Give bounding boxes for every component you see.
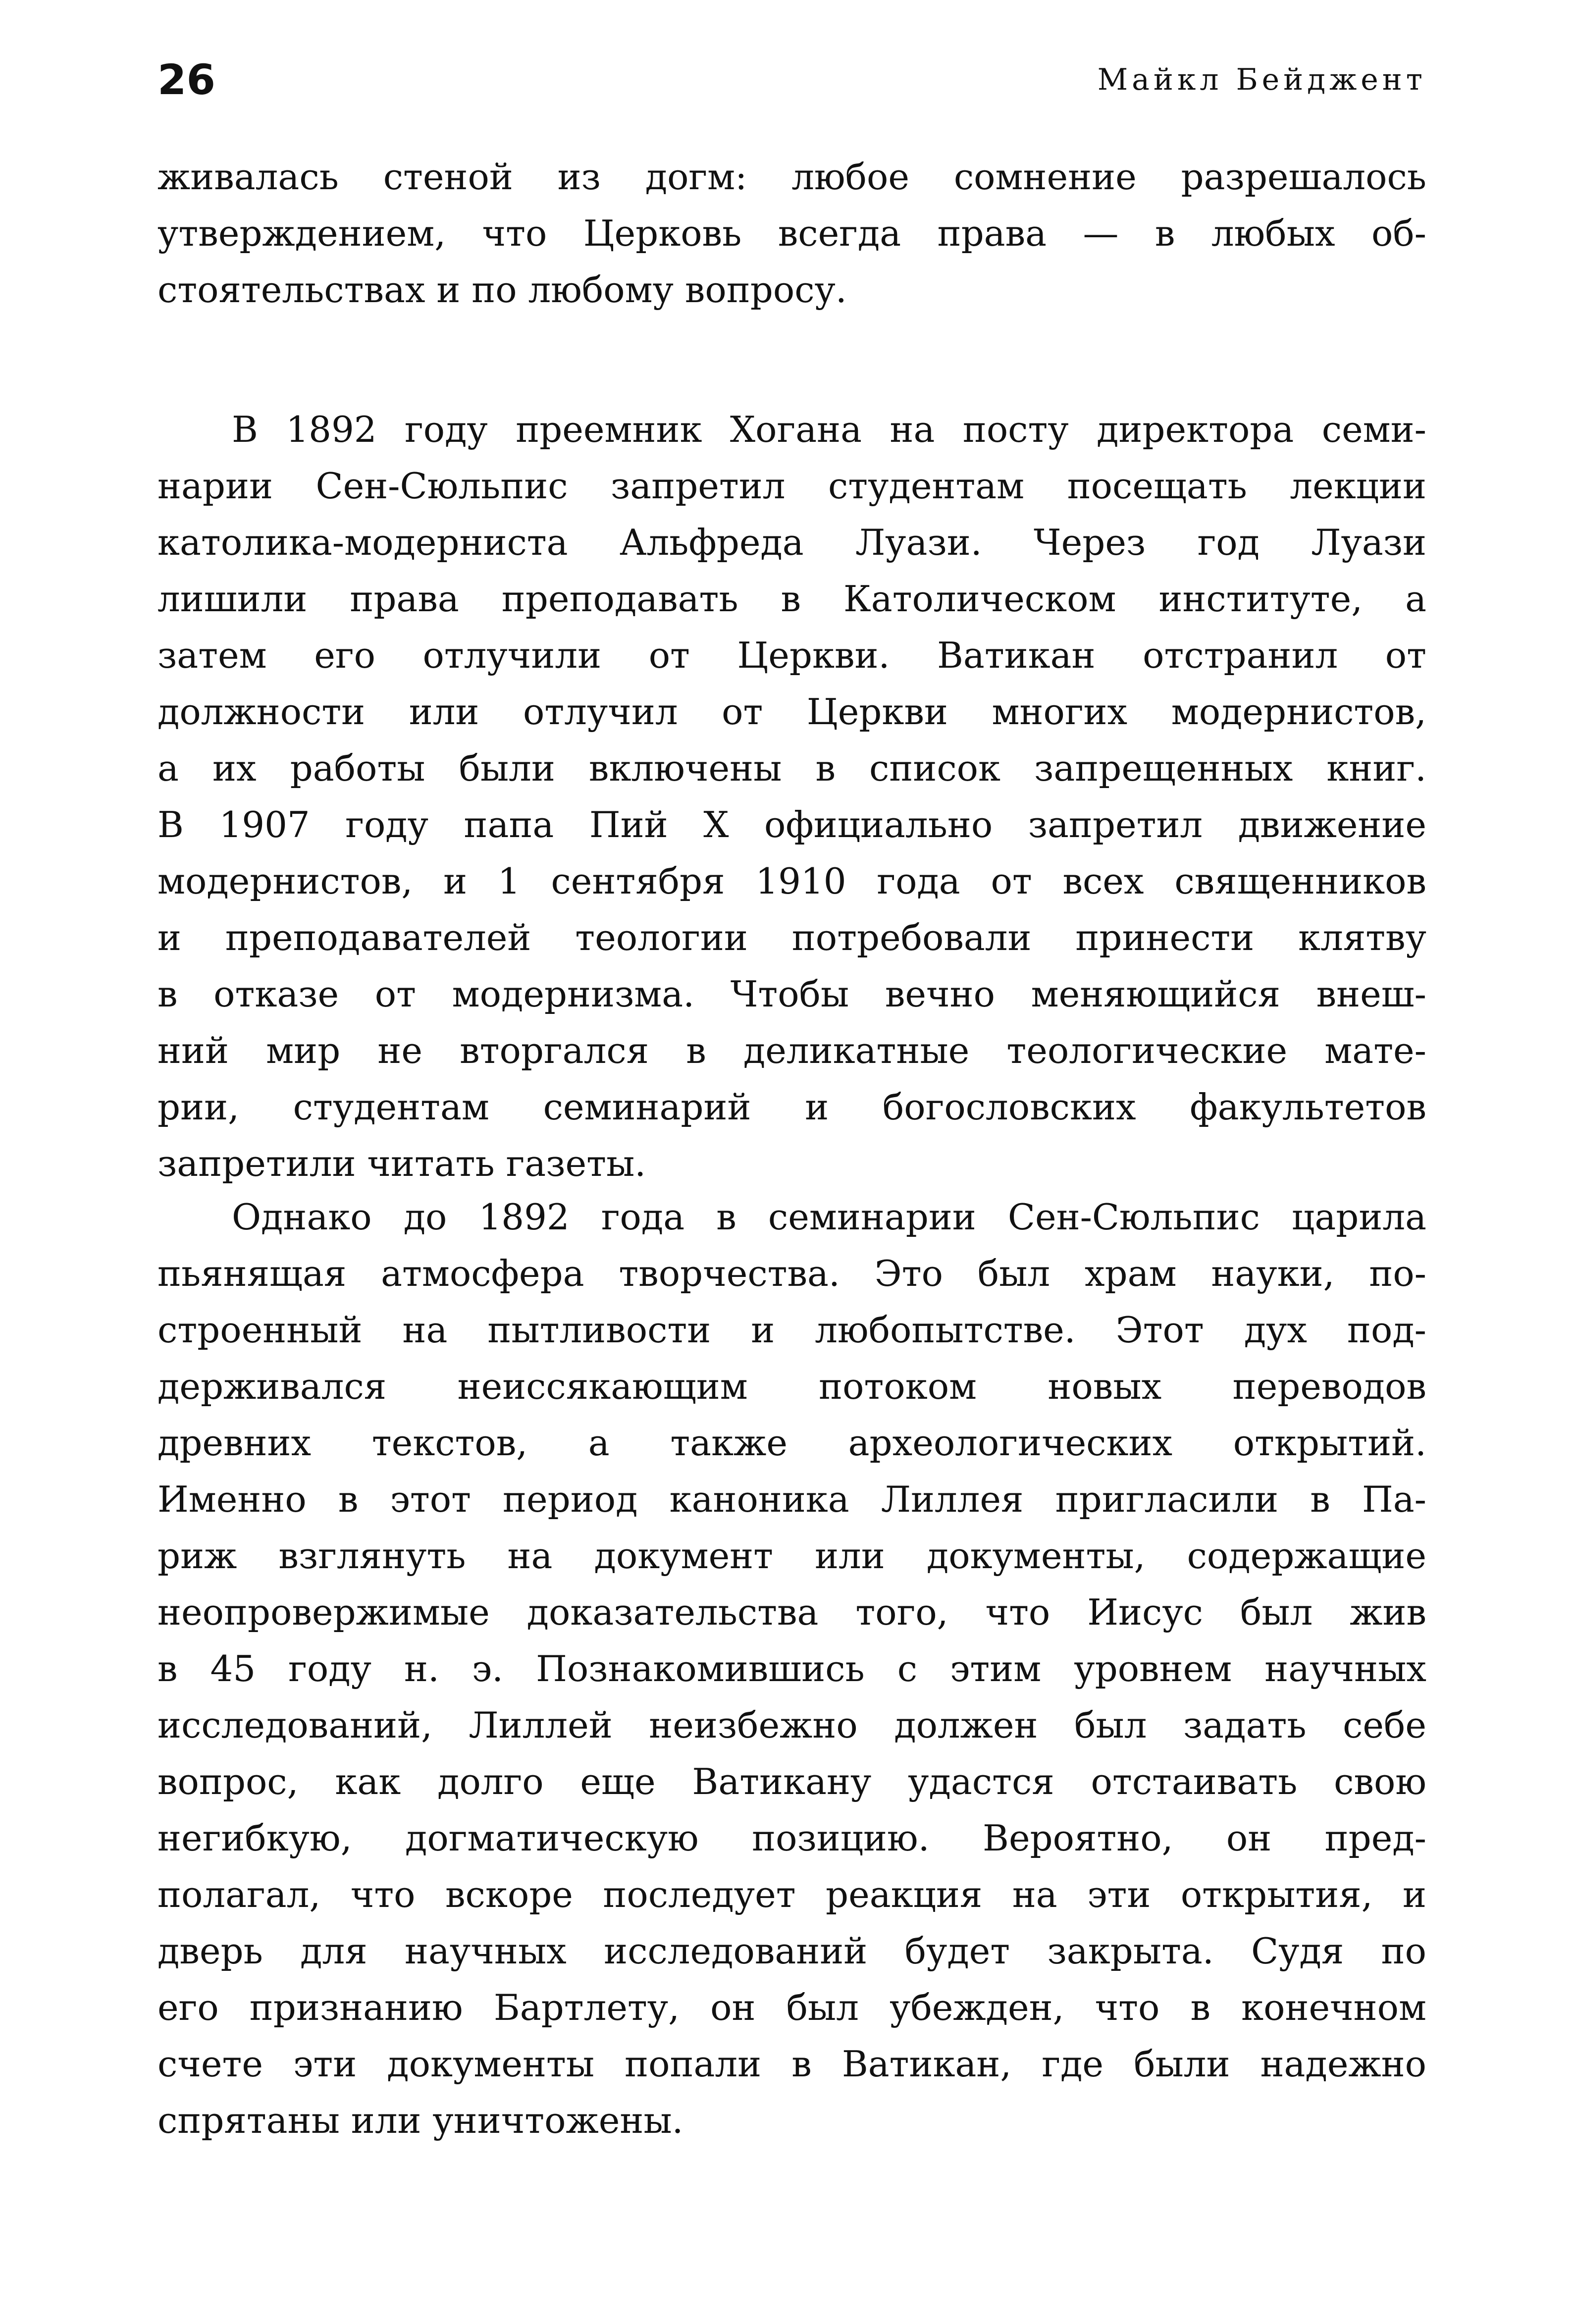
text-line: модернистов, и 1 сентября 1910 года от всех священников — [158, 860, 1426, 902]
text-line: рии, студентам семинарий и богословских факультетов — [158, 1086, 1426, 1128]
text-line: риж взглянуть на документ или документы, содержащие — [158, 1535, 1426, 1577]
text-line: должности или отлучил от Церкви многих модернистов, — [158, 691, 1426, 733]
text-line: стоятельствах и по любому вопросу. — [158, 269, 847, 311]
text-line: пьянящая атмосфера творчества. Это был храм науки, по- — [158, 1253, 1426, 1294]
text-line: Именно в этот период каноника Лиллея пригласили в Па- — [158, 1479, 1426, 1520]
text-line: исследований, Лиллей неизбежно должен был задать себе — [158, 1704, 1426, 1746]
text-line: неопровержимые доказательства того, что Иисус был жив — [158, 1591, 1426, 1633]
text-line: его признанию Бартлету, он был убежден, что в конечном — [158, 1987, 1426, 2028]
text-line: вопрос, как долго еще Ватикану удастся отстаивать свою — [158, 1761, 1426, 1802]
text-line: утверждением, что Церковь всегда права — в любых об- — [158, 212, 1426, 254]
text-line: спрятаны или уничтожены. — [158, 2100, 683, 2141]
text-line: запретили читать газеты. — [158, 1143, 646, 1184]
text-line: В 1892 году преемник Хогана на посту директора семи- — [232, 409, 1426, 450]
text-line: католика-модерниста Альфреда Луази. Через год Луази — [158, 522, 1426, 563]
text-line: затем его отлучили от Церкви. Ватикан отстранил от — [158, 634, 1426, 676]
text-line: а их работы были включены в список запрещенных книг. — [158, 747, 1426, 789]
text-line: древних текстов, а также археологических открытий. — [158, 1422, 1426, 1464]
page-number: 26 — [158, 55, 215, 104]
text-line: счете эти документы попали в Ватикан, где были надежно — [158, 2043, 1426, 2085]
text-line: ний мир не вторгался в деликатные теологические мате- — [158, 1030, 1426, 1071]
text-line: в отказе от модернизма. Чтобы вечно меняющийся внеш- — [158, 973, 1426, 1015]
text-line: и преподавателей теологии потребовали принести клятву — [158, 917, 1426, 958]
running-head-author: Майкл Бейджент — [1097, 62, 1426, 97]
text-line: строенный на пытливости и любопытстве. Этот дух под- — [158, 1309, 1426, 1351]
text-line: держивался неиссякающим потоком новых переводов — [158, 1366, 1426, 1407]
text-line: негибкую, догматическую позицию. Вероятно, он пред- — [158, 1817, 1426, 1859]
paragraph-continuation — [158, 149, 1426, 318]
text-line: живалась стеной из догм: любое сомнение разрешалось — [158, 156, 1426, 198]
text-line: дверь для научных исследований будет закрыта. Судя по — [158, 1930, 1426, 1972]
text-line: Однако до 1892 года в семинарии Сен-Сюльпис царила — [232, 1196, 1426, 1238]
paragraph-saint-sulpice — [158, 1189, 1426, 2149]
text-line: в 45 году н. э. Познакомившись с этим уровнем научных — [158, 1648, 1426, 1690]
text-line: полагал, что вскоре последует реакция на эти открытия, и — [158, 1874, 1426, 1915]
paragraph-1892-modernists — [158, 401, 1426, 1192]
text-line: лишили права преподавать в Католическом институте, а — [158, 578, 1426, 620]
text-line: нарии Сен-Сюльпис запретил студентам посещать лекции — [158, 465, 1426, 507]
text-line: В 1907 году папа Пий X официально запретил движение — [158, 804, 1426, 845]
page-header — [158, 48, 1426, 112]
